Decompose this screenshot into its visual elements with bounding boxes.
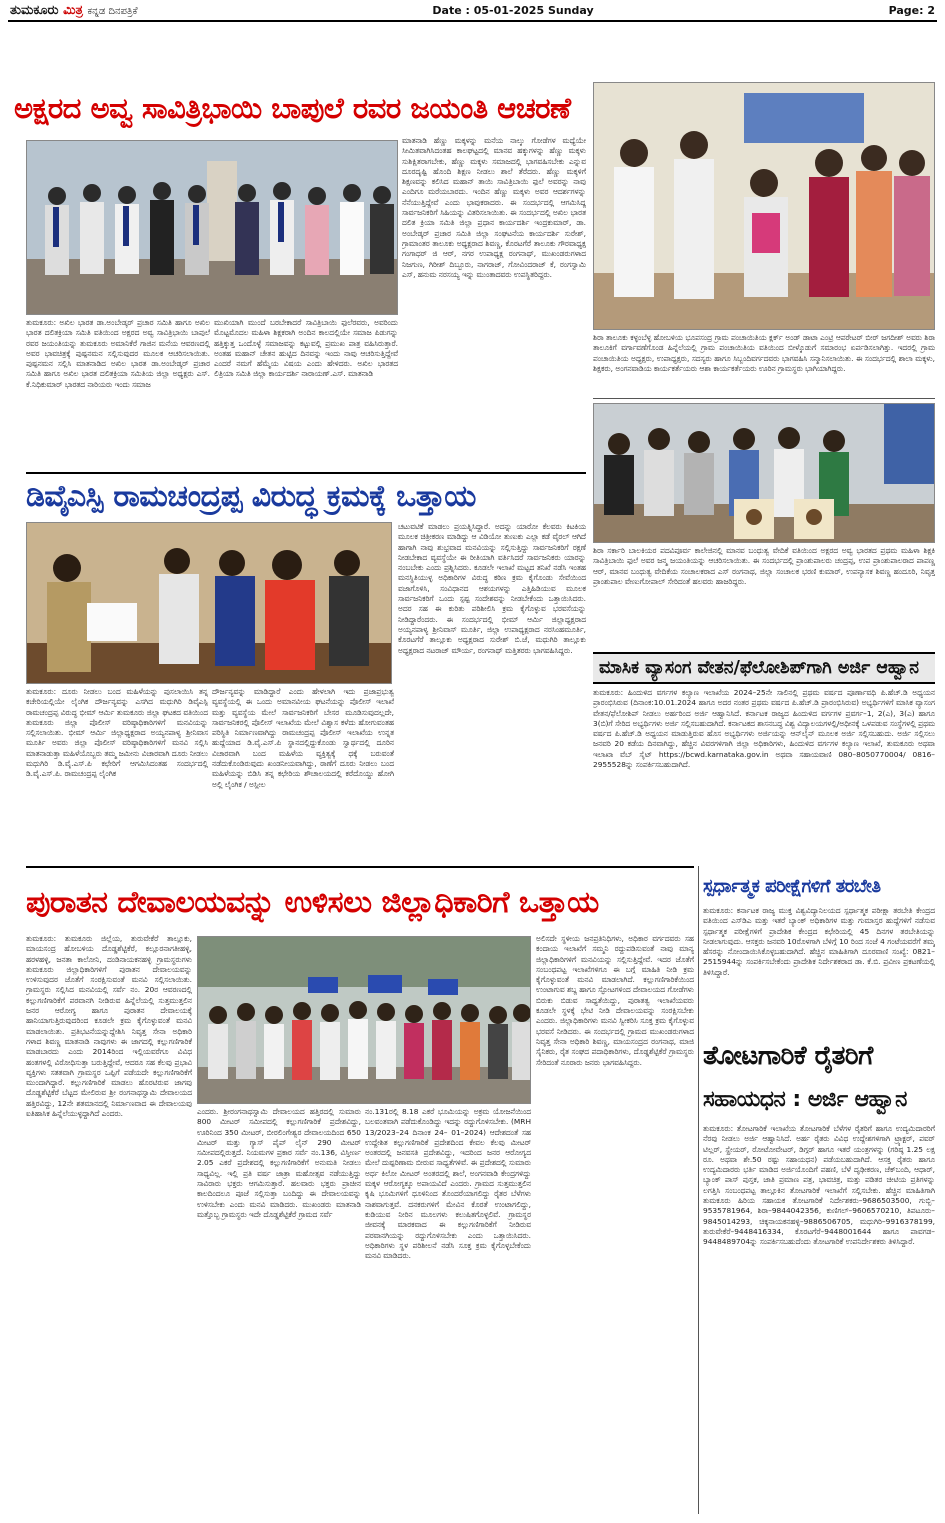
story2-column-a: ತುಮಕೂರು: ದೂರು ನೀಡಲು ಬಂದ ಮಹಿಳೆಯನ್ನು ಪುಸಲಾಯಿಸಿ ತನ್ನ ಕಚೇರಿಯಲ್ಲಿಯೇ ಲೈಂಗಿಕ ದೌರ್ಜನ್ಯವನ್ನು ಎಸಗಿದ ಮಧುಗಿರಿ ಡಿವೈಎಸ್ಪಿ ರಾಮಚಂದ್ರಪ್ಪ ವಿರುದ್ಧ ಭೀಮ್ ಆರ್ಮಿ ತುಮಕೂರು ಜಿಲ್ಲಾ ಘಟಕದ ವತಿಯಿಂದ ತುಮಕೂರು ಜಿಲ್ಲಾ ಪೊಲೀಸ್ ವರಿಷ್ಠಾಧಿಕಾರಿಗಳಿಗೆ ಮನವಿಯನ್ನು ಸಲ್ಲಿಸಲಾಯಿತು. ಭೀಮ್ ಆರ್ಮಿ ಜಿಲ್ಲಾಧ್ಯಕ್ಷರಾದ ಅಯ್ಯನಪಾಳ್ಯ ಶ್ರೀನಿವಾಸ ಮೂರ್ತಿ ಅವರು ಜಿಲ್ಲಾ ಪೊಲೀಸ್ ವರಿಷ್ಠಾಧಿಕಾರಿಗಳಿಗೆ ಮನವಿ ಸಲ್ಲಿಸಿ ಮಾತನಾಡುತ್ತಾ ಮಹಿಳೆಯೊಬ್ಬರು ತಮ್ಮ ಜಮೀನು ವಿಚಾರವಾಗಿ ದೂರು ನೀಡಲು ಮಧುಗಿರಿ ಡಿ.ವೈ.ಎಸ್.ಪಿ ಕಛೇರಿಗೆ ಆಗಮಿಸಿದಂತಹ ಸಂದರ್ಭದಲ್ಲಿ ಡಿ.ವೈ.ಎಸ್.ಪಿ. ರಾಮಚಂದ್ರಪ್ಪ ಲೈಂಗಿಕ: [26, 687, 208, 779]
right-photo-2-caption: ಶಿರಾ ಸರ್ಕಾರಿ ಬಾಲಕಿಯರ ಪದವಿಪೂರ್ವ ಕಾಲೇಜಿನಲ್ಲಿ ಮಾನವ ಬಂಧುತ್ವ ವೇದಿಕೆ ವತಿಯಿಂದ ಅಕ್ಷರದ ಅವ್ವ ಭಾರತದ ಪ್ರಥಮ ಮಹಿಳಾ ಶಿಕ್ಷಕಿ ಸಾವಿತ್ರಿಬಾಯಿ ಫುಲೆ ಅವರ ಜನ್ಮ ಜಯಂತಿಯನ್ನು ಆಚರಿಸಲಾಯಿತು. ಈ ಸಂದರ್ಭದಲ್ಲಿ ಪ್ರಾಂಶುಪಾಲರು ಚಂದ್ರಪ್ಪ, ಉಪ ಪ್ರಾಂಶುಪಾಲರಾದ ಪಾಪಣ್ಣ ಆರ್, ಮಾನವ ಬಂಧುತ್ವ ವೇದಿಕೆಯ ಸಂಚಾಲಕರಾದ ಎಸ್ ರಂಗನಾಥ, ಜಿಲ್ಲಾ ಸಂಚಾಲಕ ಭರಣಿ ಕುಮಾರ್, ಉಪನ್ಯಾಸಕ ಶಿವಣ್ಣ ಹಂದೂರಿ, ನಿವೃತ್ತ ಪ್ರಾಂಶುಪಾಲ ವೇಣುಗೋಪಾಲ್ ಸೇರಿದಂತೆ ಹಲವರು ಹಾಜರಿದ್ದರು.: [593, 546, 935, 586]
horticulture-headline-line2: ಸಹಾಯಧನ : ಅರ್ಜಿ ಆಹ್ವಾನ: [703, 1087, 907, 1112]
story2-column-b: ದೌರ್ಜನ್ಯವನ್ನು ಮಾಡಿದ್ದಾರೆ ಎಂದು ಹೇಳಲಾಗಿ ಇದು ಪ್ರಜಾಪ್ರಭುತ್ವ ವ್ಯವಸ್ಥೆಯಲ್ಲಿ ಈ ಒಂದು ಅಮಾನವೀಯ ಘಟನೆಯನ್ನು ಪೊಲೀಸ್ ಇಲಾಖೆ ಮತ್ತು ವ್ಯವಸ್ಥೆಯ ಮೇಲೆ ಸಾರ್ವಜನಿಕರಿಗೆ ಬೇಸರ ಮೂಡಿಸುವುದಲ್ಲದೇ, ಸಾರ್ವಜನಿಕರಲ್ಲಿ ಪೊಲೀಸ್ ಇಲಾಖೆಯ ಮೇಲೆ ವಿಶ್ವಾಸ ಕಳೆದು ಹೋಗುವಂತಹ ಪರಿಸ್ಥಿತಿ ನಿರ್ಮಾಣವಾಗಿದ್ದು ರಾಮಚಂದ್ರಪ್ಪ ಪೊಲೀಸ್ ಇಲಾಖೆಯ ಉನ್ನತ ಹುದ್ದೆಯಾದ ಡಿ.ವೈ.ಎಸ್.ಪಿ ಸ್ಥಾನದಲ್ಲಿದ್ದುಕೊಂಡು ಸ್ವಾರ್ಥದಲ್ಲಿ ದೂರಿನ ವಿಚಾರವಾಗಿ ಬಂದ ಮಹಿಳೆಯ ವ್ಯಕ್ತಿತ್ವಕ್ಕೆ ಧಕ್ಕೆ ಬರುವಂತೆ ನಡೆದುಕೊಂಡಿರುವುದು ಖಂಡನೀಯವಾಗಿದ್ದು, ಠಾಣೆಗೆ ದೂರು ನೀಡಲು ಬಂದ ಮಹಿಳೆಯನ್ನು ಬಿಡಿಸಿ ತನ್ನ ಕಛೇರಿಯ ಶೌಚಾಲಯದಲ್ಲಿ ಕರೆದೊಯ್ದು ಹೋಗಿ ಅಲ್ಲಿ ಲೈಂಗಿಕ / ಅಸ್ಲೀಲ: [212, 687, 394, 789]
story1-photo: [26, 140, 398, 315]
right-photo-1: [593, 82, 935, 330]
story3-column-d: ಅಲಿಸದೇ ಸ್ಥಳೀಯ ಜನಪ್ರತಿನಿಧಿಗಳು, ಅಧಿಕಾರ ವರ್ಗದವರು ಸಹ ಕಂದಾಯ ಇಲಾಖೆಗೆ ಸಮ್ಮನಿ ರದ್ದುಪಡಿಸುವಂತೆ ನಾವು ಮಾನ್ಯ ಜಿಲ್ಲಾಧಿಕಾರಿಗಳಿಗೆ ಮನವಿಯನ್ನು ಸಲ್ಲಿಸುತ್ತಿದ್ದೇವೆ. ಇದರ ಜೊತೆಗೆ ಸಂಬಂಧಪಟ್ಟ ಇಲಾಖೆಗಳಿಗೂ ಈ ಬಗ್ಗೆ ಮಾಹಿತಿ ನೀಡಿ ಕ್ರಮ ಕೈಗೊಳ್ಳುವಂತೆ ಮನವಿ ಮಾಡಲಾಗಿದೆ. ಕಲ್ಲುಗಣಿಗಾರಿಕೆಯಿಂದ ಉಂಟಾಗುವ ಶಬ್ದ ಹಾಗೂ ಸ್ಫೋಟಗಳಿಂದ ದೇವಾಲಯದ ಗೋಡೆಗಳು ಬಿರುಕು ಬಿಡುವ ಸಾಧ್ಯತೆಯಿದ್ದು, ಪುರಾತತ್ವ ಇಲಾಖೆಯವರು ಕೂಡಲೇ ಸ್ಥಳಕ್ಕೆ ಭೇಟಿ ನೀಡಿ ದೇವಾಲಯವನ್ನು ಸಂರಕ್ಷಿಸಬೇಕು ಎಂದರು. ಜಿಲ್ಲಾಧಿಕಾರಿಗಳು ಮನವಿ ಸ್ವೀಕರಿಸಿ ಸೂಕ್ತ ಕ್ರಮ ಕೈಗೊಳ್ಳುವ ಭರವಸೆ ನೀಡಿದರು. ಈ ಸಂದರ್ಭದಲ್ಲಿ ಗ್ರಾಮದ ಮುಖಂಡರುಗಳಾದ ನಿವೃತ್ತ ಸೇನಾ ಅಧಿಕಾರಿ ಶಿವಣ್ಣ, ಮಾಯಸಂದ್ರದ ರಂಗನಾಥ, ಮಾಜಿ ಸೈನಿಕರು, ರೈತ ಸಂಘದ ಪದಾಧಿಕಾರಿಗಳು, ದೊಡ್ಡಶೆಟ್ಟಿಕೆರೆ ಗ್ರಾಮಸ್ಥರು ಸೇರಿದಂತೆ ನೂರಾರು ಜನರು ಭಾಗವಹಿಸಿದ್ದರು.: [536, 934, 694, 1067]
masthead: [0, 0, 945, 20]
story2-headline: ಡಿವೈಎಸ್ಪಿ ರಾಮಚಂದ್ರಪ್ಪ ವಿರುದ್ಧ ಕ್ರಮಕ್ಕೆ ಒತ್ತಾಯ: [26, 479, 476, 514]
felicitation-photo-image: [594, 83, 935, 330]
divider: [698, 866, 699, 1514]
horticulture-headline-line1: ತೋಟಗಾರಿಕೆ ರೈತರಿಗೆ: [703, 1041, 873, 1071]
fellowship-body: ತುಮಕೂರು: ಹಿಂದುಳಿದ ವರ್ಗಗಳ ಕಲ್ಯಾಣ ಇಲಾಖೆಯ 2024–25ನೇ ಸಾಲಿನಲ್ಲಿ ಪ್ರಥಮ ವರ್ಷದ ಪೂರ್ಣಾವಧಿ ಪಿ.ಹೆಚ್.ಡಿ ಅಧ್ಯಯನ ಪ್ರಾರಂಭಿಸಿರುವ (ದಿನಾಂಕ:10.01.2024 ಹಾಗೂ ಅದರ ನಂತರ ಪ್ರಥಮ ವರ್ಷದ ಪಿ.ಹೆಚ್.ಡಿ ಪ್ರಾರಂಭಿಸಿರುವ) ಅಭ್ಯರ್ಥಿಗಳಿಗೆ ಮಾಸಿಕ ವ್ಯಾಸಂಗ ವೇತನ/ಫೆಲೋಶಿಪ್ ನೀಡಲು ಅರ್ಹರಿಂದ ಅರ್ಜಿ ಆಹ್ವಾನಿಸಿದೆ. ಕರ್ನಾಟಕ ರಾಜ್ಯದ ಹಿಂದುಳಿದ ವರ್ಗಗಳ ಪ್ರವರ್ಗ–1, 2(ಎ), 3(ಎ) ಹಾಗೂ 3(ಬಿ)ಗೆ ಸೇರಿದ ಅಭ್ಯರ್ಥಿಗಳು ಅರ್ಜಿ ಸಲ್ಲಿಸಬಹುದಾಗಿದೆ. ಕರ್ನಾಟಕದ ಶಾಸನಬದ್ಧ ವಿಶ್ವ ವಿದ್ಯಾಲಯಗಳಲ್ಲಿ/ಅಧೀನಕ್ಕೆ ಒಳಪಡುವ ಸಂಸ್ಥೆಗಳಲ್ಲಿ ಪ್ರಥಮ ವರ್ಷದ ಪಿ.ಹೆಚ್.ಡಿ ಅಧ್ಯಯನ ಮಾಡುತ್ತಿರುವ ಹೊಸ ಅಭ್ಯರ್ಥಿಗಳು ಅರ್ಜಿಯನ್ನು ಆನ್‌ಲೈನ್ ಮೂಲಕ ಅರ್ಜಿ ಸಲ್ಲಿಸಬಹುದು. ಅರ್ಜಿ ಸಲ್ಲಿಸಲು ಜನವರಿ 20 ಕಡೆಯ ದಿನವಾಗಿದ್ದು, ಹೆಚ್ಚಿನ ವಿವರಗಳಿಗಾಗಿ ಜಿಲ್ಲಾ ಅಧಿಕಾರಿಗಳು, ಹಿಂದುಳಿದ ವರ್ಗಗಳ ಕಲ್ಯಾಣ ಇಲಾಖೆ, ತುಮಕೂರು ಅಥವಾ ಇಲಾಖಾ ವೆಬ್ ಸೈಟ್ https://bcwd.karnataka.gov.in ಅಥವಾ ಸಹಾಯವಾಣಿ 080–8050770004/ 0816–2955528ನ್ನು ಸಂಪರ್ಕಿಸಬಹುದಾಗಿದೆ.: [593, 688, 935, 770]
paper-tagline: ಕನ್ನಡ ದಿನಪತ್ರಿಕೆ: [87, 5, 138, 17]
story1-headline: ಅಕ್ಷರದ ಅವ್ವ ಸಾವಿತ್ರಿಭಾಯಿ ಬಾಪುಲೆ ರವರ ಜಯಂತಿ ಆಚರಣೆ: [14, 91, 571, 125]
page-number: Page: 2: [888, 3, 935, 17]
exam-training-body: ತುಮಕೂರು: ಕರ್ನಾಟಕ ರಾಜ್ಯ ಮುಕ್ತ ವಿಶ್ವವಿದ್ಯಾನಿಲಯದ ಸ್ಪರ್ಧಾತ್ಮಕ ಪರೀಕ್ಷಾ ತರಬೇತಿ ಕೇಂದ್ರದ ವತಿಯಿಂದ ಎಸ್‌ಡಿಎ ಮತ್ತು ಇತರೆ ಬ್ಯಾಂಕ್ ಅಧಿಕಾರಿಗಳ ಮತ್ತು ಗುಮಾಸ್ತರ ಹುದ್ದೆಗಳಿಗೆ ನಡೆಸುವ ಸ್ಪರ್ಧಾತ್ಮಕ ಪರೀಕ್ಷೆಗಳಿಗೆ ಪ್ರಾದೇಶಿಕ ಕೇಂದ್ರದ ಕಛೇರಿಯಲ್ಲಿ 45 ದಿನಗಳ ತರಬೇತಿಯನ್ನು ನೀಡಲಾಗುವುದು. ಆಸಕ್ತರು ಜನವರಿ 10ರೊಳಗಾಗಿ ಬೆಳಿಗ್ಗೆ 10 ರಿಂದ ಸಂಜೆ 4 ಗಂಟೆಯವರೆಗೆ ತಮ್ಮ ಹೆಸರನ್ನು ನೋಂದಾಯಿಸಿಕೊಳ್ಳಬಹುದಾಗಿದೆ. ಹೆಚ್ಚಿನ ಮಾಹಿತಿಗಾಗಿ ದೂರವಾಣಿ ಸಂಖ್ಯೆ: 0821–2515944ನ್ನು ಸಂಪರ್ಕಿಸಬೇಕೆಂದು ಪ್ರಾದೇಶಿಕ ನಿರ್ದೇಶಕರಾದ ಡಾ. ಕೆ.ಬಿ. ಪ್ರವೀಣ ಪ್ರಕಟಣೆಯಲ್ಲಿ ತಿಳಿಸಿದ್ದಾರೆ.: [703, 906, 935, 977]
divider: [26, 866, 694, 868]
masthead-rule: [8, 20, 937, 22]
college-event-photo-image: [594, 404, 935, 543]
horticulture-body: ತುಮಕೂರು: ತೋಟಗಾರಿಕೆ ಇಲಾಖೆಯ ತೋಟಗಾರಿಕೆ ಬೆಳೆಗಳ ರೈತರಿಗೆ ಹಾಗೂ ಉದ್ಯಮಿದಾರರಿಗೆ ನೆರವು ನೀಡಲು ಅರ್ಜಿ ಆಹ್ವಾನಿಸಿದೆ. ಅರ್ಹ ರೈತರು ವಿವಿಧ ಉದ್ದೇಶಗಳಿಗಾಗಿ ಟ್ರ್ಯಾಕ್ಟರ್, ಪವರ್ ಟಿಲ್ಲರ್, ಸ್ಪ್ರೇಯರ್, ರೋಟೋವೇಟರ್, ಡಿಗ್ಗರ್ ಹಾಗೂ ಇತರೆ ಯಂತ್ರಗಳನ್ನು (ಗರಿಷ್ಠ 1.25 ಲಕ್ಷ ರೂ. ಅಥವಾ ಶೇ.50 ರಷ್ಟು ಸಹಾಯಧನ) ಪಡೆಯಬಹುದಾಗಿದೆ. ಆಸಕ್ತ ರೈತರು ಹಾಗೂ ಉದ್ಯಮಿದಾರರು ಭರ್ತಿ ಮಾಡಿದ ಅರ್ಜಿಯೊಂದಿಗೆ ಪಹಣಿ, ಬೆಳೆ ದೃಢೀಕರಣ, ಚೆಕ್‌ಬಂದಿ, ಆಧಾರ್, ಬ್ಯಾಂಕ್ ಪಾಸ್ ಪುಸ್ತಕ, ಜಾತಿ ಪ್ರಮಾಣ ಪತ್ರ, ಭಾವಚಿತ್ರ, ಮತ್ತು ಪಡಿತರ ಚೀಟಿಯ ಪ್ರತಿಗಳನ್ನು ಲಗತ್ತಿಸಿ ಸಂಬಂಧಪಟ್ಟ ತಾಲ್ಲೂಕಿನ ತೋಟಗಾರಿಕೆ ಇಲಾಖೆಗೆ ಸಲ್ಲಿಸಬೇಕು. ಹೆಚ್ಚಿನ ಮಾಹಿತಿಗಾಗಿ ತುಮಕೂರು ಹಿರಿಯ ಸಹಾಯಕ ತೋಟಗಾರಿಕೆ ನಿರ್ದೇಶಕರು–9686503500, ಗುಬ್ಬಿ–9535781964, ಶಿರಾ–9844042356, ಕುಣಿಗಲ್–9606570210, ತಿಪಟೂರು–9845014293, ಚಿಕ್ಕನಾಯಕನಹಳ್ಳಿ–9886506705, ಮಧುಗಿರಿ–9916378199, ತುರುವೇಕೆರೆ–9448416334, ಕೊರಟಗೆರೆ–9448001644 ಹಾಗೂ ಪಾವಗಡ–9448489704ನ್ನು ಸಂಪರ್ಕಿಸಬಹುದೆಂದು ತೋಟಗಾರಿಕೆ ಉಪನಿರ್ದೇಶಕರು ತಿಳಿಸಿದ್ದಾರೆ.: [703, 1124, 935, 1247]
story2-photo: [26, 522, 392, 684]
fellowship-headline: ಮಾಸಿಕ ವ್ಯಾಸಂಗ ವೇತನ/ಫೆಲೋಶಿಪ್‌ಗಾಗಿ ಅರ್ಜಿ ಆಹ್ವಾನ: [593, 652, 935, 684]
protest-photo-image: [198, 937, 531, 1104]
right-photo-1-caption: ಶಿರಾ ತಾಲೂಕು ಕಳ್ಳಂಬೆಳ್ಳ ಹೋಬಳಿಯ ಭೂಪಸಂದ್ರ ಗ್ರಾಮ ಪಂಚಾಯಿತಿಯ ಕ್ಲರ್ಕ್ ಅಂಡ್ ಡಾಟಾ ಎಂಟ್ರಿ ಆಪರೇಟರ್ ಬೀರ್ ಜಗದೀಶ್ ಅವರು ಶಿರಾ ತಾಲೂಕಿಗೆ ವರ್ಗಾವಣೆಗೊಂಡ ಹಿನ್ನೆಲೆಯಲ್ಲಿ ಗ್ರಾಮ ಪಂಚಾಯಿತಿಯ ವತಿಯಿಂದ ಬೀಳ್ಕೊಡುಗೆ ಸಮಾರಂಭ ಏರ್ಪಡಿಸಲಾಗಿತ್ತು. ಇದರಲ್ಲಿ ಗ್ರಾಮ ಪಂಚಾಯಿತಿಯ ಅಧ್ಯಕ್ಷರು, ಉಪಾಧ್ಯಕ್ಷರು, ಸದಸ್ಯರು ಹಾಗೂ ಸಿಬ್ಬಂದಿವರ್ಗದವರು ಭಾಗವಹಿಸಿ ಸನ್ಮಾನಿಸಲಾಯಿತು. ಈ ಸಂದರ್ಭದಲ್ಲಿ ಶಾಲಾ ಮಕ್ಕಳು, ಶಿಕ್ಷಕರು, ಅಂಗನವಾಡಿಯ ಕಾರ್ಯಕರ್ತೆಯರು ಆಶಾ ಕಾರ್ಯಕರ್ತೆಯರು ಊರಿನ ಗ್ರಾಮಸ್ಥರು ಭಾಗಿಯಾಗಿದ್ದರು.: [593, 333, 935, 373]
story1-column-c: ಮಾತನಾಡಿ ಹೆಣ್ಣು ಮಕ್ಕಳನ್ನು ಮನೆಯ ನಾಲ್ಕು ಗೋಡೆಗಳ ಮಧ್ಯೆಯೇ ಸೀಮಿತವಾಗಿಸಿದಂತಹ ಕಾಲಘಟ್ಟದಲ್ಲಿ ಮಾನವ ಹಕ್ಕುಗಳನ್ನು ಹೆಣ್ಣು ಮಕ್ಕಳು ಸುಶಿಕ್ಷಿತರಾಗಬೇಕು, ಹೆಣ್ಣು ಮಕ್ಕಳು ಸಮಾಜದಲ್ಲಿ ಭಾಗವಹಿಸಬೇಕು ಎನ್ನುವ ದೂರದೃಷ್ಟಿ ಹೊಂದಿ ಶಿಕ್ಷಣ ನೀಡಲು ಶಾಲೆ ತೆರೆದರು. ಹೆಣ್ಣು ಮಕ್ಕಳಿಗೆ ಶಿಕ್ಷಣವನ್ನು ಕಲಿಸಿದ ಮಹಾನ್ ತಾಯಿ ಸಾವಿತ್ರಿಬಾಯಿ ಫುಲೆ ಅವರನ್ನು ನಾವು ಎಂದಿಗೂ ಮರೆಯಬಾರದು. ಇಂದಿನ ಹೆಣ್ಣು ಮಕ್ಕಳು ಅವರ ಆದರ್ಶಗಳನ್ನು ನೆನೆಯುತ್ತಿದ್ದೇವೆ ಎಂದು ಭಾವುಕರಾದರು. ಈ ಸಂದರ್ಭದಲ್ಲಿ ಆಗಮಿಸಿದ್ದ ಸಾರ್ವಜನಿಕರಿಗೆ ಸಿಹಿಯನ್ನು ವಿತರಿಸಲಾಯಿತು. ಈ ಸಂದರ್ಭದಲ್ಲಿ ಅಖಿಲ ಭಾರತ ದಲಿತ ಕ್ರಿಯಾ ಸಮಿತಿ ಜಿಲ್ಲಾ ಪ್ರಧಾನ ಕಾರ್ಯದರ್ಶಿ ಇಂದ್ರಕುಮಾರ್, ಡಾ. ಅಂಬೇಡ್ಕರ್ ಪ್ರಚಾರ ಸಮಿತಿ ಜಿಲ್ಲಾ ಸಂಘಟನೆಯ ಕಾರ್ಯದರ್ಶಿ ಸುರೇಶ್, ಗ್ರಾಮಾಂತರ ತಾಲೂಕು ಅಧ್ಯಕ್ಷರಾದ ಶಿವಣ್ಣ, ಕೊರಟಗೆರೆ ತಾಲೂಕು ಗೌರವಾಧ್ಯಕ್ಷ ಗಂಗಾಧರ್ ಜಿ ಆರ್, ನಗರ ಉಪಾಧ್ಯಕ್ಷ ರಂಗನಾಥ್, ಮುಖಂಡರುಗಳಾದ ನಿಜಗುಣ, ಗಿರೀಶ್ ದಿಬ್ಬೂರು, ನಾಗರಾಜ್, ಗೋವಿಂದರಾಜ್ ಕೆ, ರಂಗಸ್ವಾಮಿ ಎಸ್, ಹನುಮ ನರಸಯ್ಯ ಇನ್ನು ಮುಂತಾದವರು ಉಪಸ್ಥಿತರಿದ್ದರು.: [402, 136, 586, 279]
exam-training-headline: ಸ್ಪರ್ಧಾತ್ಮಕ ಪರೀಕ್ಷೆಗಳಿಗೆ ತರಬೇತಿ: [703, 876, 881, 897]
issue-date: Date : 05-01-2025 Sunday: [432, 3, 594, 17]
memorandum-photo-image: [27, 523, 392, 684]
story3-column-c: ನಂ.131ರಲ್ಲಿ 8.18 ಎಕರೆ ಭೂಮಿಯನ್ನು ಅಕ್ರಮ ಯೋಜನೆಯಿಂದ ಬಲವಂತವಾಗಿ ಪಡೆದುಕೊಂಡಿದ್ದು ಇದನ್ನು ರದ್ದುಗೊಳಿಸಬೇಕು. (MRH 13/2023–24 ದಿನಾಂಕ 24– 01–2024) ಆದೇಶದಂತೆ ಸಹ ಉದ್ದೇಶಿತ ಕಲ್ಲುಗಣಿಗಾರಿಕೆ ಪ್ರದೇಶದಿಂದ ಕೇವಲ ಕೆಲವು ಮೀಟರ್ ಅಂತರದಲ್ಲಿ ಜನವಸತಿ ಪ್ರದೇಶವಿದ್ದು, ಇದರಿಂದ ಜನರ ಆರೋಗ್ಯದ ಮೇಲೆ ದುಷ್ಪರಿಣಾಮ ಬೀರುವ ಸಾಧ್ಯತೆಗಳಿವೆ. ಈ ಪ್ರದೇಶದಲ್ಲಿ ಸುಮಾರು ಅರ್ಧ ಕಿಲೋ ಮೀಟರ್ ಅಂತರದಲ್ಲಿ ಶಾಲೆ, ಅಂಗನವಾಡಿ ಕೇಂದ್ರಗಳಿದ್ದು ಮಕ್ಕಳ ಆರೋಗ್ಯಕ್ಕೂ ಅಪಾಯವಿದೆ ಎಂದರು. ಗ್ರಾಮದ ಸುತ್ತಮುತ್ತಲಿನ ಕೃಷಿ ಭೂಮಿಗಳಿಗೆ ಧೂಳಿನಿಂದ ತೊಂದರೆಯಾಗಲಿದ್ದು ರೈತರ ಬೆಳೆಗಳು ನಾಶವಾಗುತ್ತವೆ. ದನಕರುಗಳಿಗೆ ಮೇವಿನ ಕೊರತೆ ಉಂಟಾಗಲಿದ್ದು, ಕುಡಿಯುವ ನೀರಿನ ಮೂಲಗಳು ಕಲುಷಿತಗೊಳ್ಳಲಿವೆ. ಗ್ರಾಮಸ್ಥರ ಜೀವನಕ್ಕೆ ಮಾರಕವಾದ ಈ ಕಲ್ಲುಗಣಿಗಾರಿಕೆಗೆ ನೀಡಿರುವ ಪರವಾನಗಿಯನ್ನು ರದ್ದುಗೊಳಿಸಬೇಕು ಎಂದು ಒತ್ತಾಯಿಸಿದರು. ಅಧಿಕಾರಿಗಳು ಸ್ಥಳ ಪರಿಶೀಲನೆ ನಡೆಸಿ ಸೂಕ್ತ ಕ್ರಮ ಕೈಗೊಳ್ಳಬೇಕೆಂದು ಮನವಿ ಮಾಡಿದರು.: [365, 1107, 531, 1261]
right-photo-2: [593, 403, 935, 543]
story3-column-a: ತುಮಕೂರು: ತುಮಕೂರು ಜಿಲ್ಲೆಯ, ತುರುವೇಕೆರೆ ತಾಲ್ಲೂಕು, ಮಾಯಸಂದ್ರ ಹೋಬಳಿಯ ದೊಡ್ಡಶೆಟ್ಟಿಕೆರೆ, ಕಲ್ಲೂರನಾಗತೀಹಳ್ಳಿ, ಹರಳಹಳ್ಳಿ, ಜನತಾ ಕಾಲೋನಿ, ದಂಡಿನಾಯಕನಹಳ್ಳಿ ಗ್ರಾಮಸ್ಥರುಗಳು ತುಮಕೂರು ಜಿಲ್ಲಾಧಿಕಾರಿಗಳಿಗೆ ಪುರಾತನ ದೇವಾಲಯವನ್ನು ಉಳಿಸುವುದರ ಜೊತೆಗೆ ಸಂರಕ್ಷಿಸುವಂತೆ ಮನವಿ ಸಲ್ಲಿಸಲಾಯಿತು. ಗ್ರಾಮಸ್ಥರು ಸಲ್ಲಿಸಿದ ಮನವಿಯಲ್ಲಿ ಸರ್ವೆ ನಂ. 20ರ ಆವರಣದಲ್ಲಿ ಕಲ್ಲುಗಣಿಗಾರಿಕೆಗೆ ಪರವಾನಗಿ ನೀಡಿರುವ ಹಿನ್ನೆಲೆಯಲ್ಲಿ ಸುತ್ತಮುತ್ತಲಿನ ಜನರ ಆರೋಗ್ಯ ಹಾಗೂ ಪುರಾತನ ದೇವಾಲಯಕ್ಕೆ ಹಾನಿಯಾಗುತ್ತಿರುವುದರಿಂದ ಕೂಡಲೇ ಕ್ರಮ ಕೈಗೊಳ್ಳುವಂತೆ ಮನವಿ ಮಾಡಲಾಯಿತು. ಪ್ರತಿಭಟನೆಯನ್ನುದ್ದೇಶಿಸಿ ನಿವೃತ್ತ ಸೇನಾ ಅಧಿಕಾರಿ ಗಳಾದ ಶಿವಣ್ಣ ಮಾತನಾಡಿ ನಾವುಗಳು ಈ ಜಾಗದಲ್ಲಿ ಕಲ್ಲುಗಣಿಗಾರಿಕೆ ಮಾಡಬಾರದು ಎಂದು 2014ರಿಂದ ಇಲ್ಲಿಯವರೆಗೂ ವಿವಿಧ ಹಂತಗಳಲ್ಲಿ ವಿರೋಧಿಸುತ್ತಾ ಬರುತ್ತಿದ್ದೇವೆ, ಆದರೂ ಸಹ ಕೆಲವು ಪ್ರಭಾವಿ ವ್ಯಕ್ತಿಗಳು ಸತತವಾಗಿ ಗ್ರಾಮಸ್ಥರ ಒಪ್ಪಿಗೆ ಪಡೆಯದೇ ಕಲ್ಲುಗಣಿಗಾರಿಕೆಗೆ ಮುಂದಾಗಿದ್ದಾರೆ. ಕಲ್ಲುಗಣಿಗಾರಿಕೆ ಮಾಡಲು ಹೊರಟಿರುವ ಜಾಗವು ದೊಡ್ಡಶೆಟ್ಟಿಕೆರೆ ಬೆಟ್ಟದ ಮೇಲಿರುವ ಶ್ರೀ ರಂಗನಾಥಸ್ವಾಮಿ ದೇವಾಲಯದ ಹತ್ತಿರವಿದ್ದು, 12ನೇ ಶತಮಾನದಲ್ಲಿ ನಿರ್ಮಾಣವಾದ ಈ ದೇವಾಲಯವು ಐತಿಹಾಸಿಕ ಹಿನ್ನೆಲೆಯುಳ್ಳದ್ದಾಗಿದೆ ಎಂದರು.: [26, 934, 192, 1119]
story3-headline: ಪುರಾತನ ದೇವಾಲಯವನ್ನು ಉಳಿಸಲು ಜಿಲ್ಲಾಧಿಕಾರಿಗೆ ಒತ್ತಾಯ: [26, 885, 599, 920]
story3-column-b: ಎಂದರು. ಶ್ರೀರಂಗನಾಥಸ್ವಾಮಿ ದೇವಾಲಯದ ಹತ್ತಿರದಲ್ಲಿ ಸುಮಾರು 800 ಮೀಟರ್ ಸಮೀಪದಲ್ಲಿ ಕಲ್ಲುಗಣಿಗಾರಿಕೆ ಪ್ರದೇಶವಿದ್ದು, ಊರಿನಿಂದ 350 ಮೀಟರ್, ಬೀರಲಿಂಗೇಶ್ವರ ದೇವಾಲಯದಿಂದ 650 ಮೀಟರ್ ಮತ್ತು ಗ್ಯಾಸ್ ಪೈಪ್ ಲೈನ್ 290 ಮೀಟರ್ ಸಮೀಪದಲ್ಲಿರುತ್ತದೆ. ನಿಯಮಗಳ ಪ್ರಕಾರ ಸರ್ವೆ ನಂ.136, ವಿಸ್ತೀರ್ಣ 2.05 ಎಕರೆ ಪ್ರದೇಶದಲ್ಲಿ ಕಲ್ಲುಗಣಿಗಾರಿಕೆಗೆ ಅನುಮತಿ ನೀಡಲು ಸಾಧ್ಯವಿಲ್ಲ. ಇಲ್ಲಿ ಪ್ರತಿ ವರ್ಷ ಜಾತ್ರಾ ಮಹೋತ್ಸವ ನಡೆಯುತ್ತಿದ್ದು ಸಾವಿರಾರು ಭಕ್ತರು ಆಗಮಿಸುತ್ತಾರೆ. ಹಲವಾರು ಭಕ್ತರು ಪ್ರಾಚೀನ ಕಾಲದಿಂದಲೂ ಪೂಜೆ ಸಲ್ಲಿಸುತ್ತಾ ಬಂದಿದ್ದು ಈ ದೇವಾಲಯವನ್ನು ಉಳಿಸಬೇಕು ಎಂದು ಮನವಿ ಮಾಡಿದರು. ಮುಖಂಡರು ಮಾತನಾಡಿ ಮತ್ತೊಬ್ಬ ಗ್ರಾಮಸ್ಥರು ಇದೇ ದೊಡ್ಡಶೆಟ್ಟಿಕೆರೆ ಗ್ರಾಮದ ಸರ್ವೆ: [197, 1107, 361, 1219]
group-photo-image: [27, 141, 398, 315]
paper-name-part1: ತುಮಕೂರು: [10, 2, 59, 18]
divider: [593, 398, 935, 399]
story1-column-b: ಮುಖಿಯಾಗಿ ಮುಂದೆ ಬರಬೇಕಾದರೆ ಸಾವಿತ್ರಿಬಾಯಿ ಫುಲೆರವರು, ಅವರಿಂದು ಮೊಟ್ಟಮೊದಲ ಮಹಿಳಾ ಶಿಕ್ಷಕರಾಗಿ ಅಂದಿನ ಕಾಲದಲ್ಲಿಯೇ ಸಮಾಜ ಪಿಡುಗನ್ನು ಹತ್ತಿಕ್ಕುತ್ತ ಒಂದೊಳ್ಳೆ ಸಮಾಜವನ್ನು ಕಟ್ಟುವಲ್ಲಿ ಪ್ರಮುಖ ಪಾತ್ರ ವಹಿಸಿರುತ್ತಾರೆ. ಅಂತಹ ಮಹಾನ್ ಚೇತನ ಹುಟ್ಟಿದ ದಿನವನ್ನು ಇಂದು ನಾವು ಆಚರಿಸುತ್ತಿದ್ದೇವೆ ಎಂದರೆ ನಮಗೆ ಹೆಮ್ಮೆಯ ವಿಷಯ ಎಂದು ಹೇಳಿದರು. ಅಖಿಲ ಭಾರತದ ಲಿತ್ರಿಯಾ ಸಮಿತಿ ಜಿಲ್ಲಾ ಕಾರ್ಯದರ್ಶಿ ನಾರಾಯಣ್.ಎಸ್. ಮಾತನಾಡಿ: [214, 318, 398, 379]
story3-photo: [197, 936, 531, 1104]
story1-column-a: ತುಮಕೂರು: ಅಖಿಲ ಭಾರತ ಡಾ.ಅಂಬೇಡ್ಕರ್ ಪ್ರಚಾರ ಸಮಿತಿ ಹಾಗೂ ಅಖಿಲ ಭಾರತ ದಲಿತಕ್ರಿಯಾ ಸಮಿತಿ ವತಿಯಿಂದ ಅಕ್ಷರದ ಅವ್ವ ಸಾವಿತ್ರಿಭಾಯಿ ಬಾಪುಲೆ ರವರ ಜಯಂತಿಯನ್ನು ತುಮಕೂರು ಅಮಾನಿಕೆರೆ ಗಾಜಿನ ಮನೆಯ ಆವರಣದಲ್ಲಿ ಅವರ ಭಾವಚಿತ್ರಕ್ಕೆ ಪುಷ್ಪನಮನ ಸಲ್ಲಿಸುವುದರ ಮೂಲಕ ಆಚರಿಸಲಾಯಿತು. ಪುಷ್ಪನಮನ ಸಲ್ಲಿಸಿ ಮಾತನಾಡಿದ ಅಖಿಲ ಭಾರತ ಡಾ.ಅಂಬೇಡ್ಕರ್ ಪ್ರಚಾರ ಸಮಿತಿ ಹಾಗೂ ಅಖಿಲ ಭಾರತ ದಲಿತಕ್ರಿಯಾ ಸಮಿತಿಯ ಜಿಲ್ಲಾ ಅಧ್ಯಕ್ಷರು ಎಸ್. ಕೆ.ನಿಧಿಕುಮಾರ್ ಭಾರತದ ನಾರಿಯರು ಇಂದು ಸಮಾಜ: [26, 318, 210, 389]
paper-name: [10, 3, 138, 18]
paper-name-part2: ಮಿತ್ರ: [63, 2, 83, 18]
story2-column-c: ಚಟುವಟಿಕೆ ಮಾಡಲು ಪ್ರಯತ್ನಿಸಿದ್ದಾರೆ. ಅದನ್ನು ಯಾರೋ ಕೆಲವರು ಕಿಟಕಿಯ ಮೂಲಕ ಚಿತ್ರೀಕರಣ ಮಾಡಿದ್ದು ಆ ವಿಡಿಯೋ ತುಣುಕು ಎಲ್ಲಾ ಕಡೆ ವೈರಲ್ ಆಗಿದೆ ಹಾಗಾಗಿ ನಾವು ಶುಭ್ರವಾದ ಮನವಿಯನ್ನು ಸಲ್ಲಿಸುತ್ತಿದ್ದು ಸಾರ್ವಜನಿಕರಿಗೆ ರಕ್ಷಣೆ ನೀಡಬೇಕಾದ ವ್ಯವಸ್ಥೆಯೇ ಈ ರೀತಿಯಾಗಿ ವರ್ತಿಸಿದರೆ ಸಾರ್ವಜನಿಕರು ಯಾರನ್ನು ನಂಬಬೇಕು ಎಂದು ಪ್ರಶ್ನಿಸಿದರು. ಕೂಡಲೇ ಇಲಾಖೆ ಮಟ್ಟದ ತನಿಖೆ ನಡೆಸಿ ಇಂತಹ ಮನಸ್ಥಿತಿಯುಳ್ಳ ಅಧಿಕಾರಿಗಳ ವಿರುದ್ಧ ಕಠಿಣ ಕ್ರಮ ಕೈಗೊಂಡು ಸೇವೆಯಿಂದ ವಜಾಗೊಳಿಸಿ, ಸಂವಿಧಾನದ ಆಶಯಗಳನ್ನು ಎತ್ತಿಹಿಡಿಯುವ ಮೂಲಕ ಸಾರ್ವಜನಿಕರಿಗೆ ಒಂದು ಸ್ಪಷ್ಟ ಸಂದೇಶವನ್ನು ನೀಡಬೇಕೆಂದು ಒತ್ತಾಯಿಸಿದರು. ಅದರ ಸಹ ಈ ಕುರಿತು ಪರಿಶೀಲಿಸಿ ಕ್ರಮ ಕೈಗೊಳ್ಳುವ ಭರವಸೆಯನ್ನು ನೀಡಿದ್ದಾರೆಂದರು. ಈ ಸಂದರ್ಭದಲ್ಲಿ ಭೀಮ್ ಆರ್ಮಿ ಜಿಲ್ಲಾಧ್ಯಕ್ಷರಾದ ಅಯ್ಯನಪಾಳ್ಯ ಶ್ರೀನಿವಾಸ್ ಮೂರ್ತಿ, ಜಿಲ್ಲಾ ಉಪಾಧ್ಯಕ್ಷರಾದ ನರಸಿಂಹಮೂರ್ತಿ, ಕೊರಟಗೆರೆ ತಾಲ್ಲೂಕು ಅಧ್ಯಕ್ಷರಾದ ಸುರೇಶ್ ಬಿ.ಜೆ, ಮಧುಗಿರಿ ತಾಲ್ಲೂಕು ಅಧ್ಯಕ್ಷರಾದ ನಟರಾಜ್ ಮೌರ್ಯ, ರಂಗನಾಥ್ ಮತ್ತಿತರರು ಭಾಗವಹಿಸಿದ್ದರು.: [398, 522, 586, 655]
